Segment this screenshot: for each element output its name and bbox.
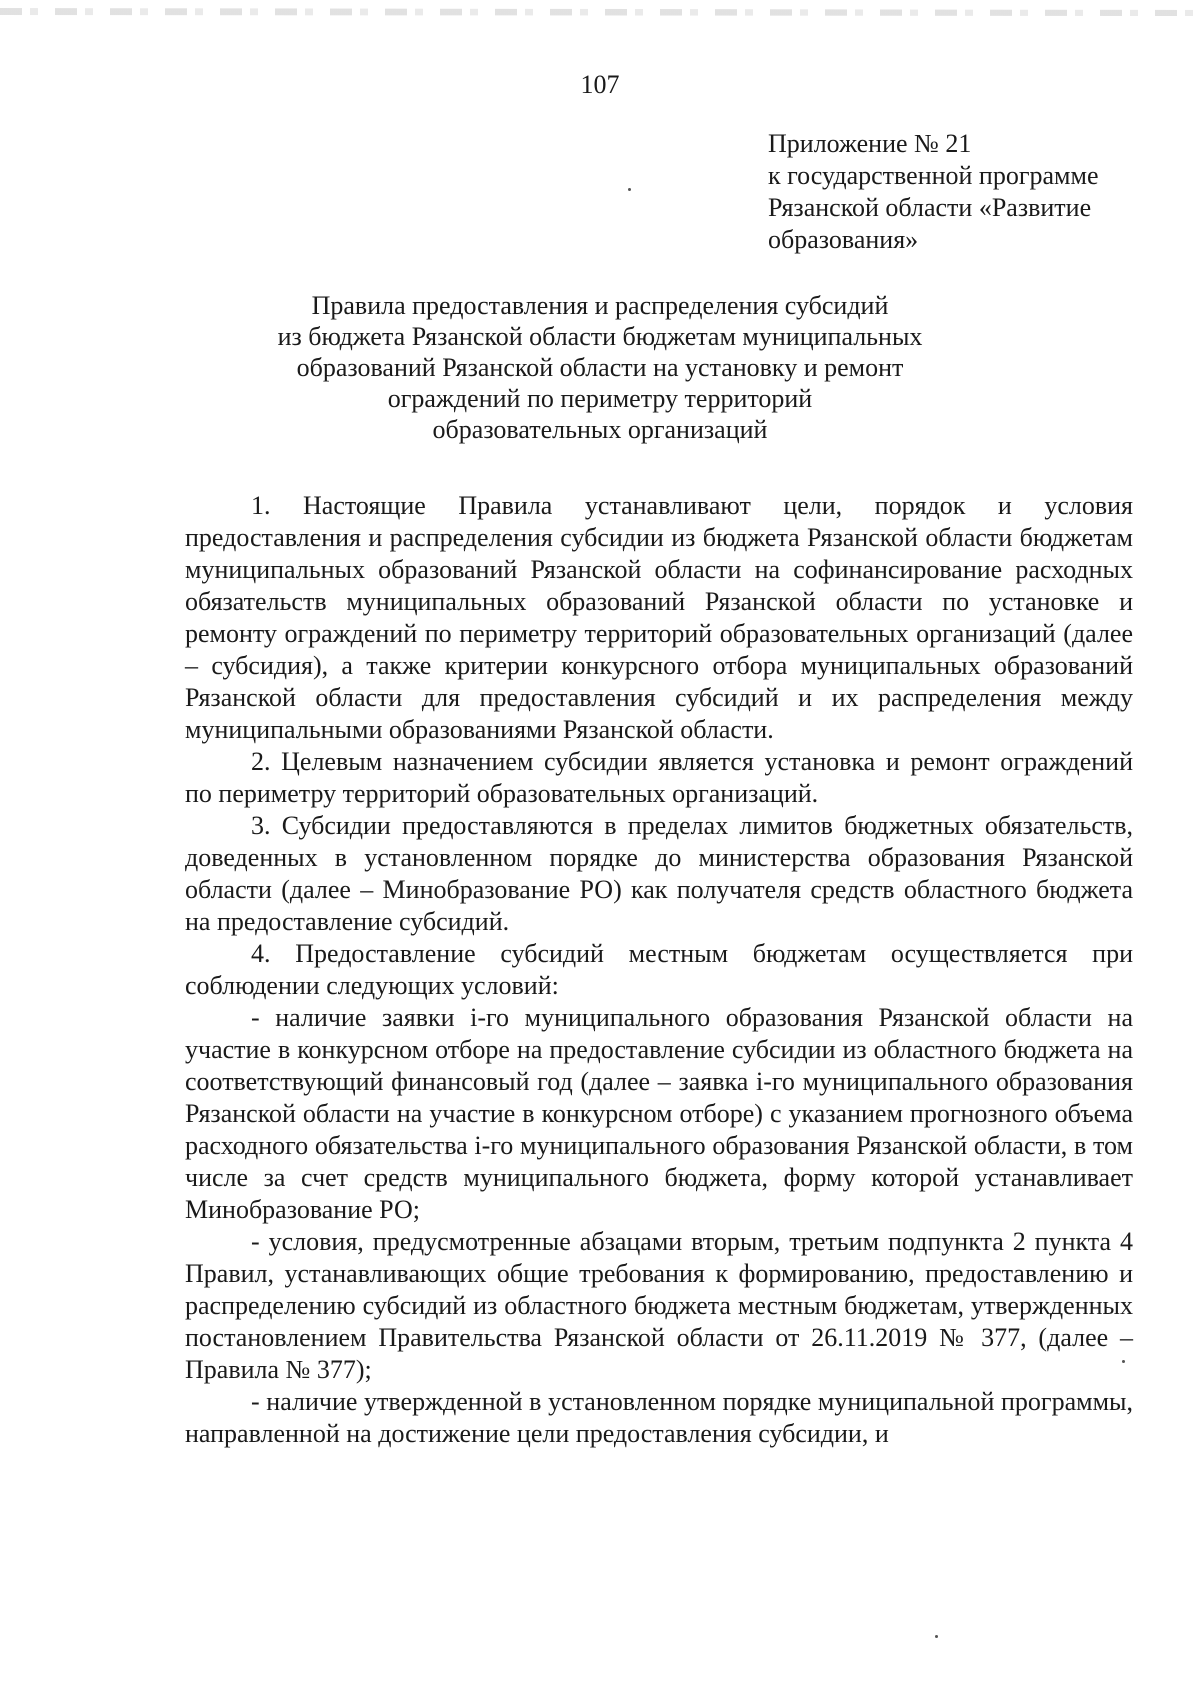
title-line: образовательных организаций bbox=[432, 415, 768, 444]
appendix-line: к государственной программе bbox=[768, 161, 1099, 190]
appendix-line: образования» bbox=[768, 225, 919, 254]
document-title bbox=[0, 290, 1200, 445]
title-line: из бюджета Рязанской области бюджетам муниципальных bbox=[277, 322, 923, 351]
appendix-note bbox=[768, 128, 1168, 256]
paragraph-3: 3. Субсидии предоставляются в пределах лимитов бюджетных обязательств, доведенных в установленном порядке до министерства образования Рязанской области (далее – Минобразование РО) как получателя средств областного бюджета на предоставление субсидий. bbox=[185, 811, 1133, 936]
appendix-line: Приложение № 21 bbox=[768, 129, 972, 158]
condition-item: - наличие заявки i-го муниципального образования Рязанской области на участие в конкурсном отборе на предоставление субсидии из областного бюджета на соответствующий финансовый год (далее – заявка i-го муниципального образования Рязанской области на участие в конкурсном отборе) с указанием прогнозного объема расходного обязательства i-го муниципального образования Рязанской области, в том числе за счет средств муниципального бюджета, форму которой устанавливает Минобразование РО; bbox=[185, 1003, 1133, 1224]
title-line: Правила предоставления и распределения субсидий bbox=[311, 291, 889, 320]
document-body bbox=[185, 490, 1133, 1450]
scan-speck bbox=[935, 1635, 938, 1638]
appendix-line: Рязанской области «Развитие bbox=[768, 193, 1092, 222]
title-line: ограждений по периметру территорий bbox=[387, 384, 813, 413]
scan-edge-artifact bbox=[0, 0, 1200, 20]
paragraph-2: 2. Целевым назначением субсидии является установка и ремонт ограждений по периметру территорий образовательных организаций. bbox=[185, 747, 1133, 808]
scan-speck bbox=[1122, 1360, 1125, 1363]
title-line: образований Рязанской области на установку и ремонт bbox=[296, 353, 904, 382]
scan-speck bbox=[628, 188, 631, 191]
paragraph-4: 4. Предоставление субсидий местным бюджетам осуществляется при соблюдении следующих условий: bbox=[185, 939, 1133, 1000]
condition-item: - условия, предусмотренные абзацами вторым, третьим подпункта 2 пункта 4 Правил, устанавливающих общие требования к формированию, предоставлению и распределению субсидий из областного бюджета местным бюджетам, утвержденных постановлением Правительства Рязанской области от 26.11.2019 № 377, (далее – Правила № 377); bbox=[185, 1227, 1133, 1384]
page-number: 107 bbox=[580, 70, 620, 99]
condition-item: - наличие утвержденной в установленном порядке муниципальной программы, направленной на достижение цели предоставления субсидии, и bbox=[185, 1387, 1133, 1448]
paragraph-1: 1. Настоящие Правила устанавливают цели, порядок и условия предоставления и распределения субсидии из бюджета Рязанской области бюджетам муниципальных образований Рязанской области на софинансирование расходных обязательств муниципальных образований Рязанской области по установке и ремонту ограждений по периметру территорий образовательных организаций (далее – субсидия), а также критерии конкурсного отбора муниципальных образований Рязанской области для предоставления субсидий и их распределения между муниципальными образованиями Рязанской области. bbox=[185, 491, 1133, 744]
